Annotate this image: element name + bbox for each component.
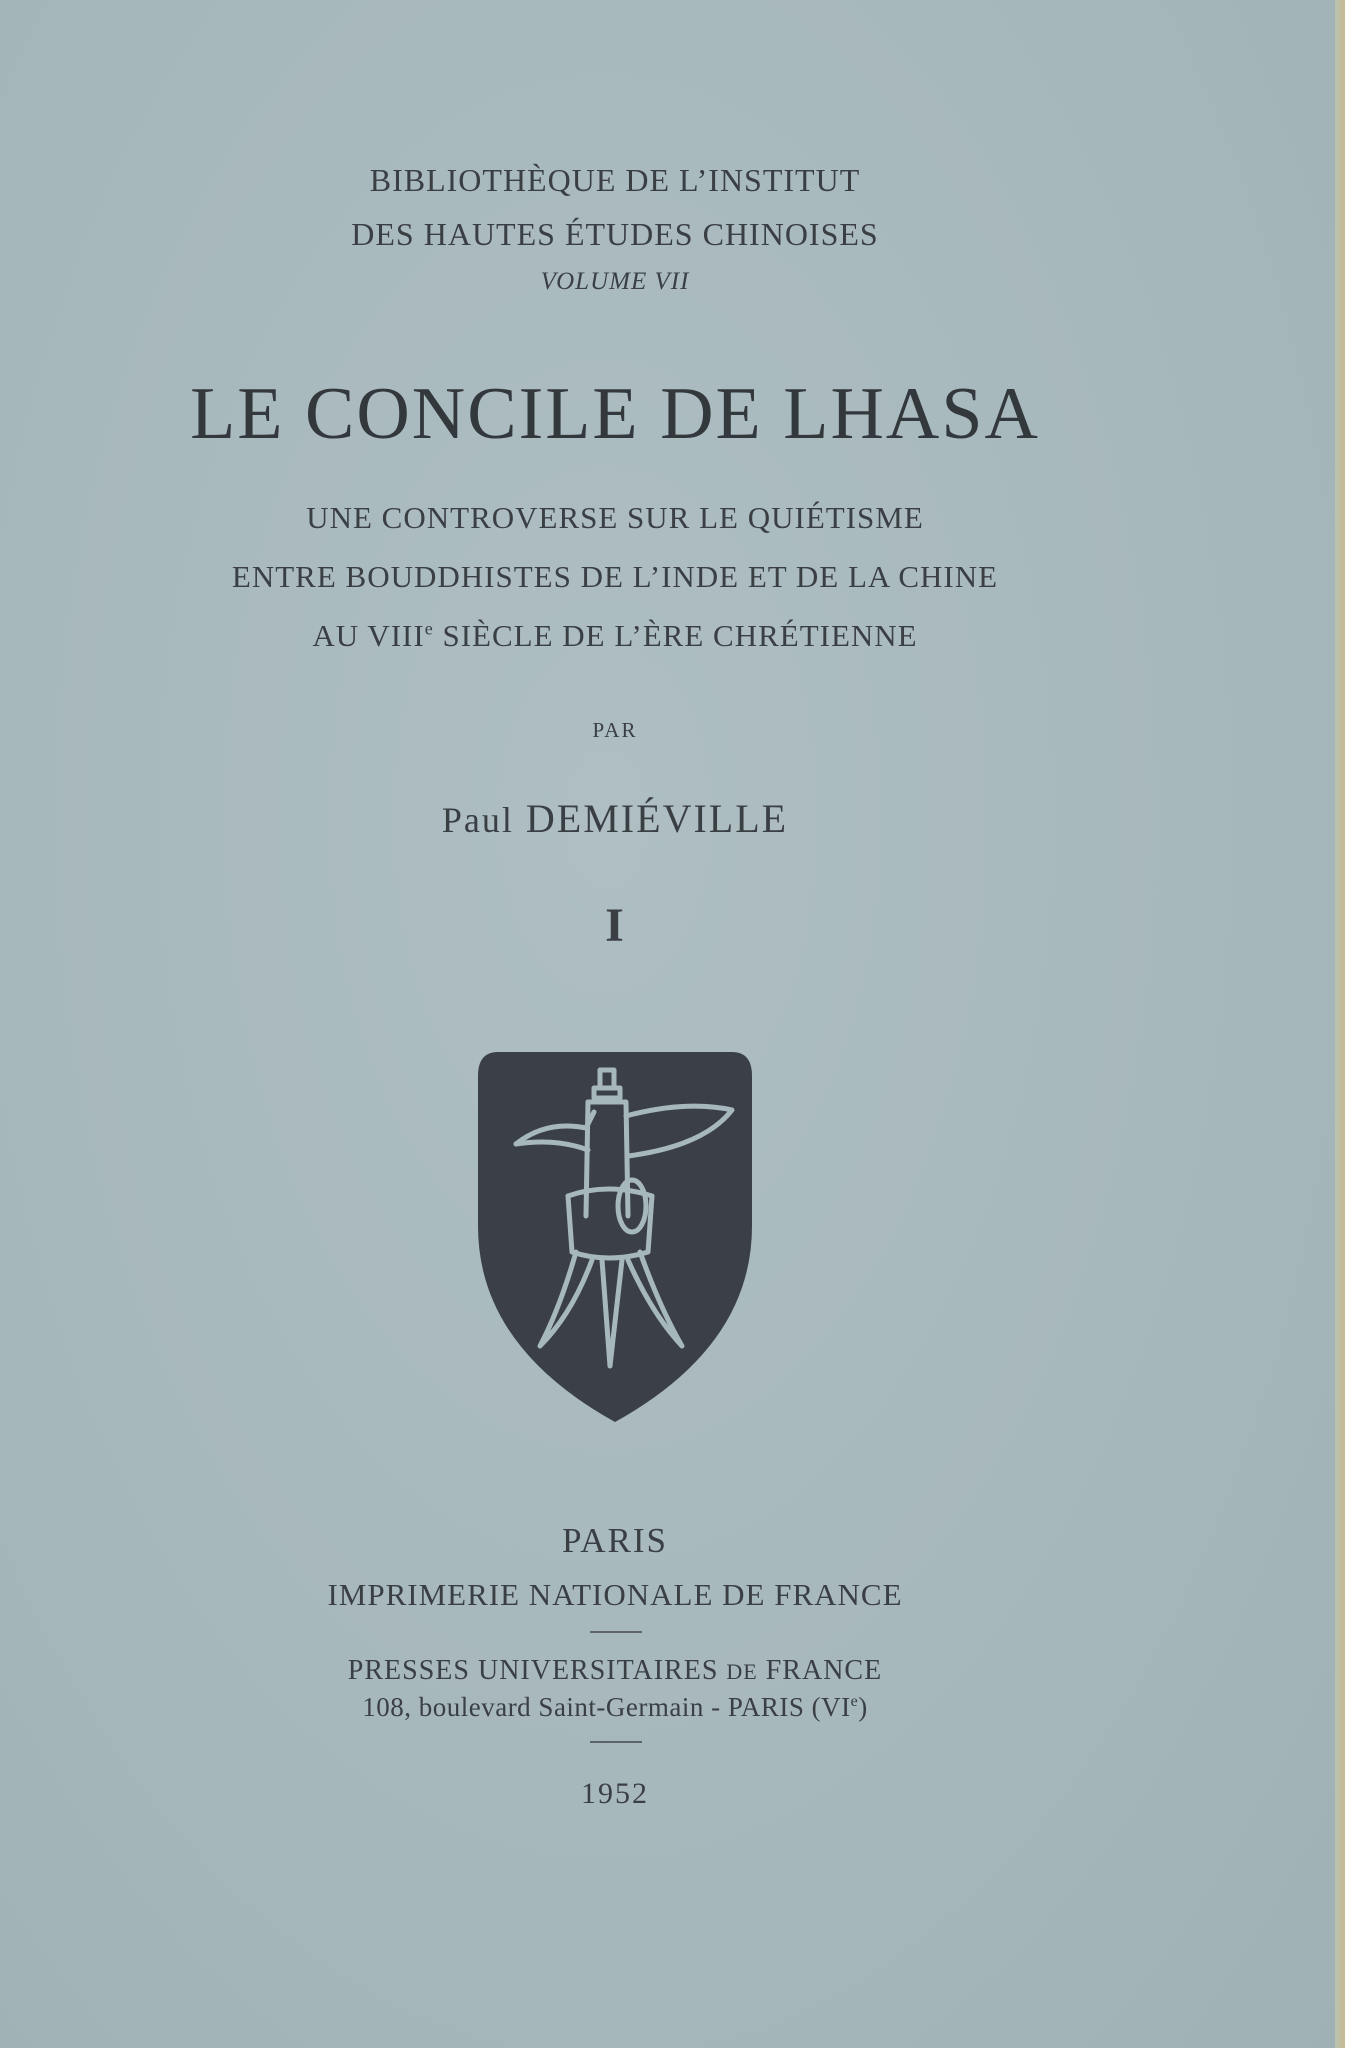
subtitle-line-3-end: SIÈCLE DE L’ÈRE CHRÉTIENNE	[433, 618, 918, 653]
author-first-name: Paul	[441, 800, 514, 840]
by-label: PAR	[592, 718, 638, 742]
page-edge	[1335, 0, 1345, 2048]
publisher-start: PRESSES UNIVERSITAIRES	[347, 1655, 727, 1686]
divider-rule-1	[590, 1631, 642, 1633]
address-superscript: e	[850, 1693, 859, 1710]
subtitle-line-1: UNE CONTROVERSE SUR LE QUIÉTISME	[306, 500, 924, 535]
publication-year: 1952	[581, 1777, 649, 1810]
imprint-publisher	[0, 1655, 1230, 1687]
book-title: LE CONCILE DE LHASA	[190, 373, 1040, 455]
ritual-vessel-shield-icon	[476, 1046, 754, 1426]
imprint-printer: IMPRIMERIE NATIONALE DE FRANCE	[327, 1577, 903, 1612]
subtitle-line-2: ENTRE BOUDDHISTES DE L’INDE ET DE LA CHINE	[231, 559, 999, 594]
author-name	[0, 795, 1230, 842]
divider-rule-2	[590, 1741, 642, 1743]
address-start: 108, boulevard Saint-Germain - PARIS (VI	[362, 1692, 851, 1722]
subtitle-line-3-start: AU VIII	[312, 618, 425, 653]
tome-number: I	[605, 899, 625, 952]
author-last-name: DEMIÉVILLE	[525, 796, 789, 841]
publisher-end: FRANCE	[757, 1655, 883, 1686]
subtitle-line-3	[0, 618, 1230, 654]
series-line-2: DES HAUTES ÉTUDES CHINOISES	[351, 216, 879, 252]
series-line-1: BIBLIOTHÈQUE DE L’INSTITUT	[369, 162, 861, 198]
subtitle-superscript: e	[424, 618, 434, 639]
address-end: )	[858, 1692, 868, 1722]
volume-number: VOLUME VII	[540, 268, 690, 295]
publisher-de: DE	[726, 1659, 758, 1684]
imprint-city: PARIS	[562, 1521, 668, 1560]
imprint-address	[0, 1692, 1230, 1723]
